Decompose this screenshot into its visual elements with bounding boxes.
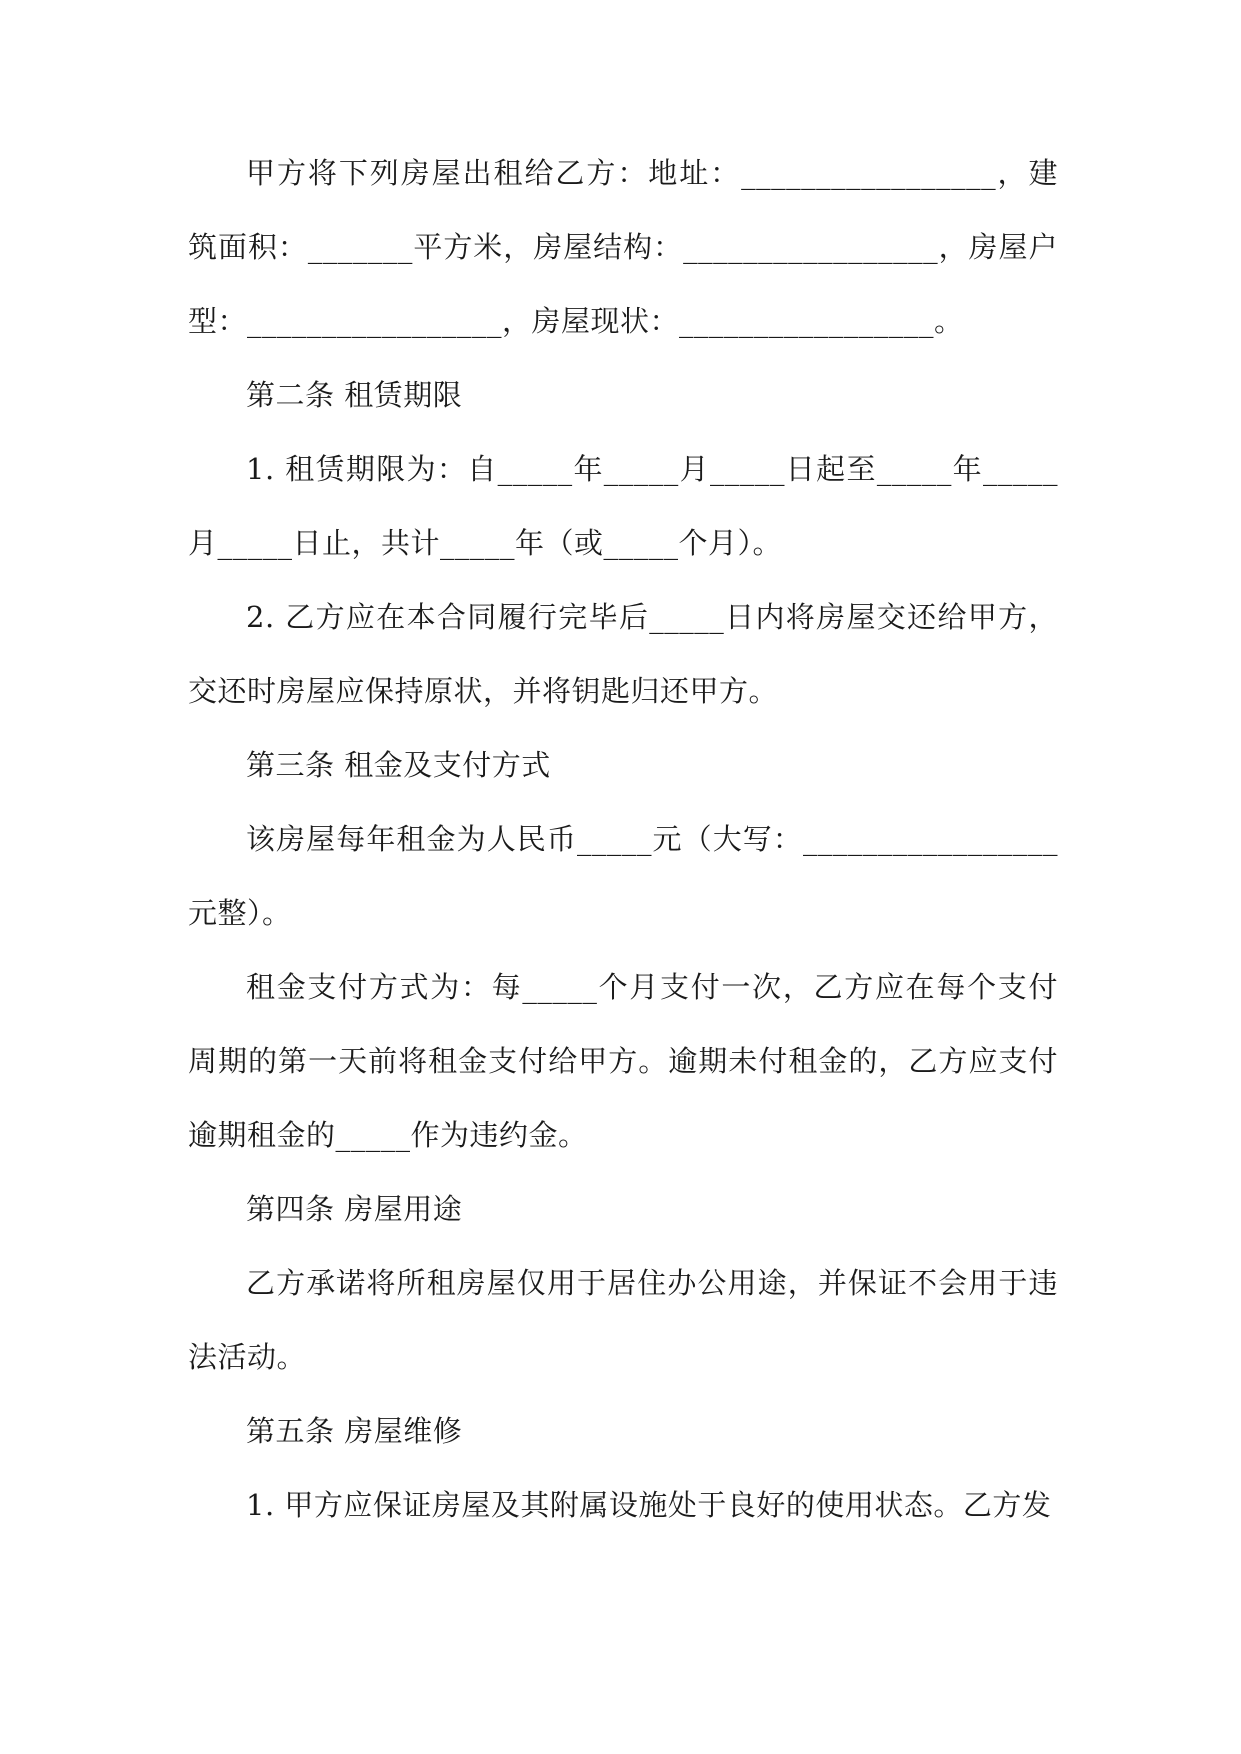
paragraph-rent-amount: 该房屋每年租金为人民币_____元（大写：_________________元整）。 — [188, 822, 1058, 930]
document-page — [188, 136, 1058, 1542]
paragraph-maintenance-1: 1. 甲方应保证房屋及其附属设施处于良好的使用状态。乙方发 — [246, 1488, 1052, 1522]
heading-article-4: 第四条 房屋用途 — [246, 1192, 463, 1226]
heading-article-3: 第三条 租金及支付方式 — [246, 748, 551, 782]
heading-article-2: 第二条 租赁期限 — [246, 378, 463, 412]
heading-article-5: 第五条 房屋维修 — [246, 1414, 463, 1448]
paragraph-rent-payment: 租金支付方式为：每_____个月支付一次，乙方应在每个支付周期的第一天前将租金支付给甲方。逾期未付租金的，乙方应支付逾期租金的_____作为违约金。 — [188, 970, 1058, 1152]
paragraph-usage: 乙方承诺将所租房屋仅用于居住办公用途，并保证不会用于违法活动。 — [188, 1266, 1058, 1374]
paragraph-term-2: 2. 乙方应在本合同履行完毕后_____日内将房屋交还给甲方，交还时房屋应保持原状，并将钥匙归还甲方。 — [188, 600, 1058, 708]
paragraph-term-1: 1. 租赁期限为：自_____年_____月_____日起至_____年_____月_____日止，共计_____年（或_____个月）。 — [188, 452, 1058, 560]
paragraph-premises: 甲方将下列房屋出租给乙方：地址：_________________，建筑面积：_______平方米，房屋结构：_________________，房屋户型：_________________，房屋现状：_________________。 — [188, 156, 1058, 338]
